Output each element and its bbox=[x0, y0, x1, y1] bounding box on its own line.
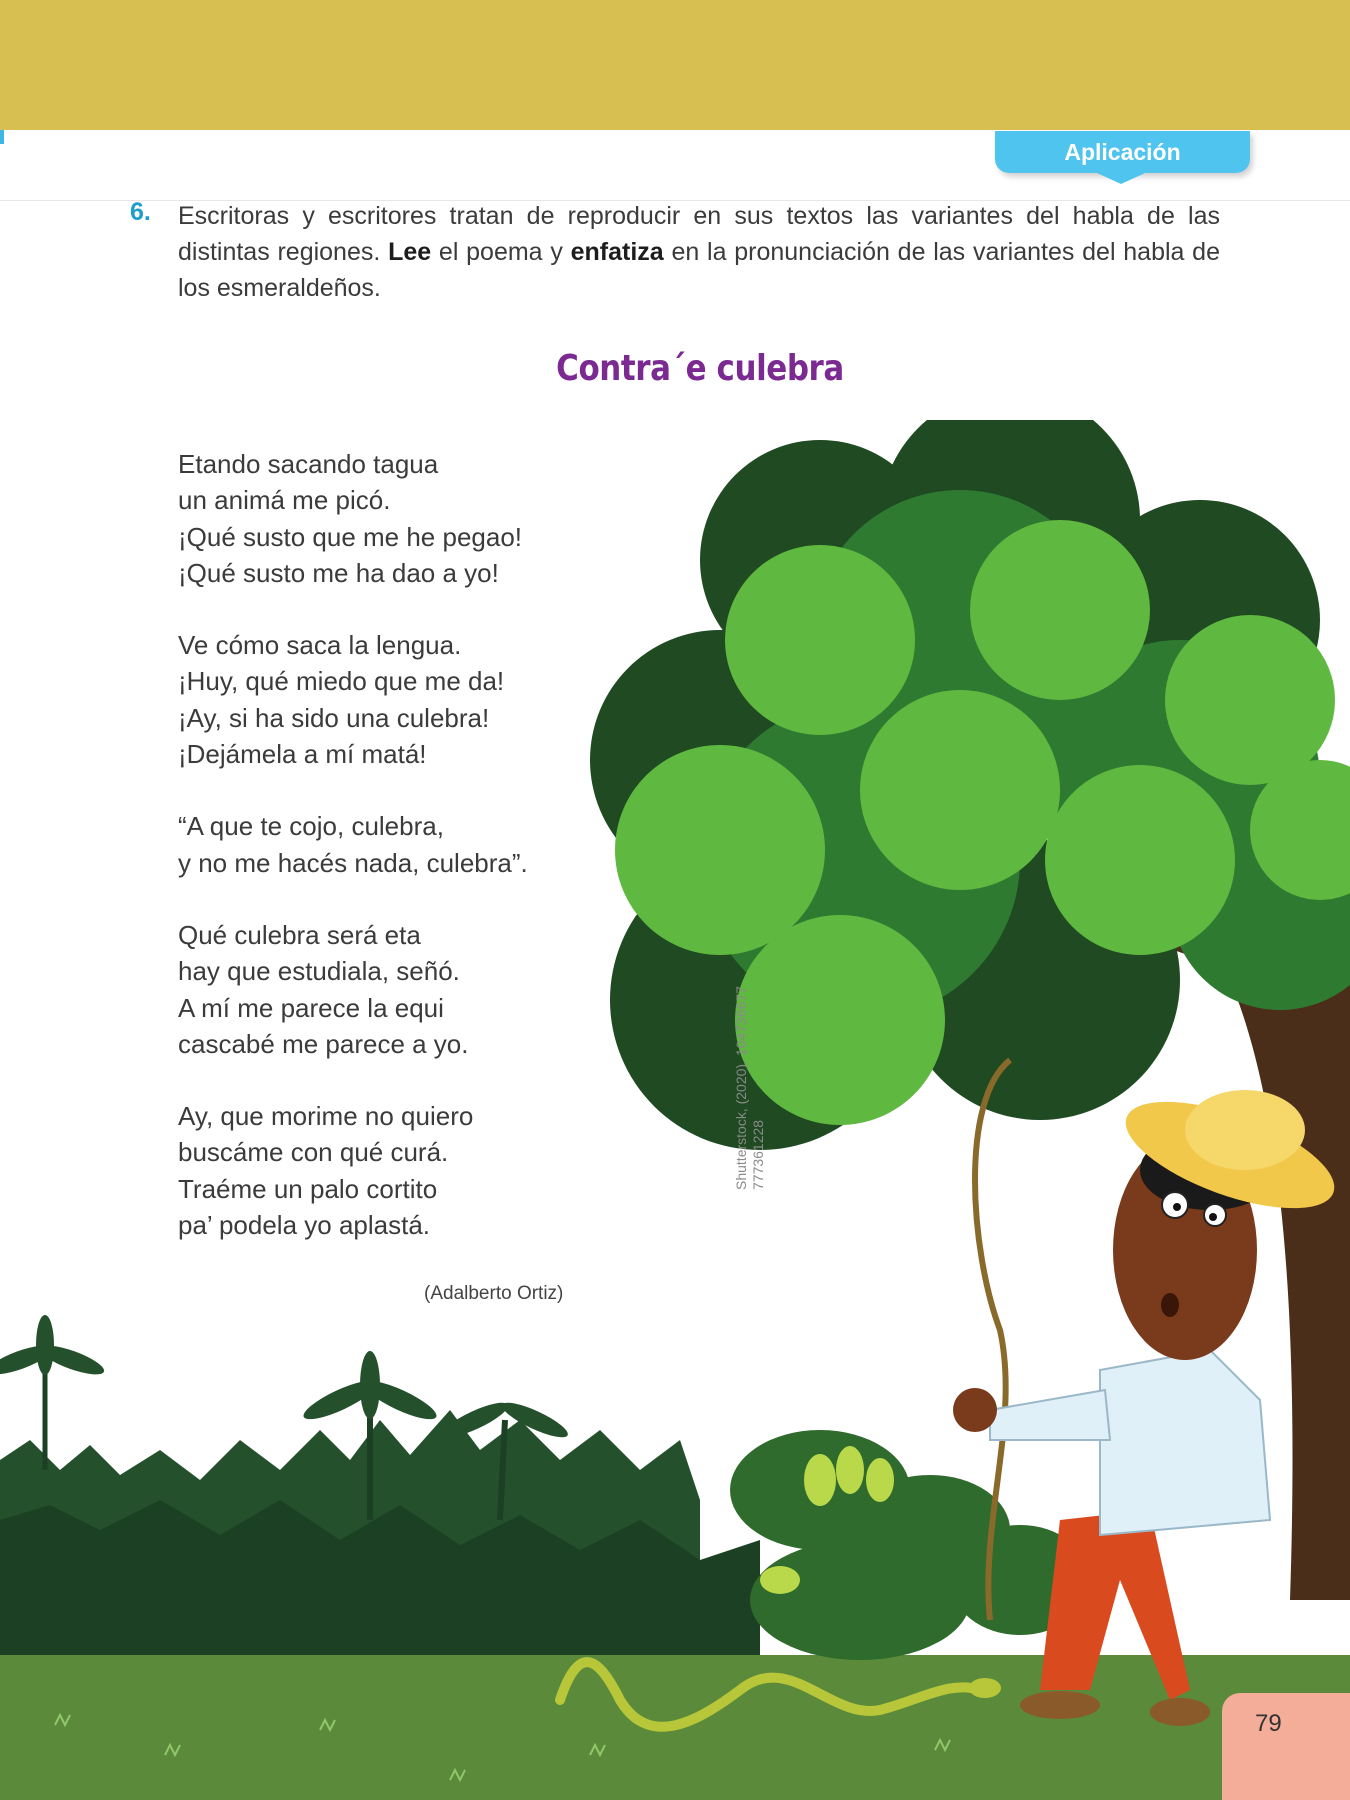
snake-head bbox=[969, 1678, 1001, 1698]
poem-line: cascabé me parece a yo. bbox=[178, 1028, 469, 1059]
instruction-text-3: en la pronunciación de las variantes del habla de los esmeraldeños. bbox=[178, 238, 1220, 302]
man-boot-left bbox=[1020, 1691, 1100, 1719]
poem-stanza-4 bbox=[178, 917, 598, 1062]
image-credit bbox=[733, 986, 767, 1190]
instruction-text-1: Escritoras y escritores tratan de reproducir en sus textos las variantes del habla de las distintas regiones. bbox=[178, 202, 1220, 266]
poem-line: ¡Huy, qué miedo que me da! bbox=[178, 666, 505, 697]
instruction-text-2: el poema y bbox=[431, 238, 571, 266]
palm-fronds-left bbox=[0, 1315, 107, 1380]
image-credit-line-2: 777361228 bbox=[750, 1119, 766, 1190]
poem-line: buscáme con qué curá. bbox=[178, 1137, 449, 1168]
poem-line: y no me hacés nada, culebra”. bbox=[178, 847, 528, 878]
poem-stanza-3 bbox=[178, 808, 598, 881]
man-mouth bbox=[1161, 1293, 1179, 1317]
poem-author: (Adalberto Ortiz) bbox=[424, 1283, 564, 1304]
left-accent-mark bbox=[0, 130, 4, 144]
poem-stanza-1 bbox=[178, 446, 598, 591]
poem-line: Ay, que morime no quiero bbox=[178, 1101, 474, 1132]
poem-line: ¡Qué susto me ha dao a yo! bbox=[178, 557, 499, 588]
instruction-bold-enfatiza: enfatiza bbox=[570, 238, 664, 266]
poem-line: Etando sacando tagua bbox=[178, 449, 439, 479]
man-hat-crown bbox=[1185, 1090, 1305, 1170]
poem-stanza-2 bbox=[178, 627, 598, 772]
man-hand bbox=[953, 1388, 997, 1432]
poem-title: Contra´e culebra bbox=[556, 348, 844, 389]
instruction-bold-lee: Lee bbox=[388, 238, 432, 266]
poem-line: A mí me parece la equi bbox=[178, 992, 444, 1023]
page-number-box bbox=[1222, 1693, 1350, 1800]
exercise-number: 6. bbox=[130, 198, 151, 226]
poem-line: Qué culebra será eta bbox=[178, 919, 421, 950]
understory-plants bbox=[730, 1430, 1090, 1660]
poem-line: Ve cómo saca la lengua. bbox=[178, 630, 462, 661]
image-credit-line-1: Shutterstock, (2020). 104736677 bbox=[733, 986, 749, 1190]
poem-line: un animá me picó. bbox=[178, 485, 391, 516]
poem-line: “A que te cojo, culebra, bbox=[178, 811, 444, 842]
poem-stanza-5 bbox=[178, 1098, 598, 1243]
poem-body bbox=[178, 446, 598, 1279]
poem-line: ¡Qué susto que me he pegao! bbox=[178, 521, 523, 552]
man-shirt bbox=[1100, 1350, 1270, 1535]
poem-line: Traéme un palo cortito bbox=[178, 1173, 438, 1204]
page-number: 79 bbox=[1255, 1710, 1282, 1737]
poem-line: hay que estudiala, señó. bbox=[178, 956, 460, 987]
man-boot-right bbox=[1150, 1698, 1210, 1726]
poem-line: pa’ podela yo aplastá. bbox=[178, 1210, 431, 1241]
top-color-band bbox=[0, 0, 1350, 130]
section-tab-aplicacion: Aplicación bbox=[995, 131, 1250, 173]
exercise-instructions bbox=[178, 198, 1220, 306]
poem-line: ¡Ay, si ha sido una culebra! bbox=[178, 702, 490, 733]
poem-line: ¡Dejámela a mí matá! bbox=[178, 739, 427, 770]
